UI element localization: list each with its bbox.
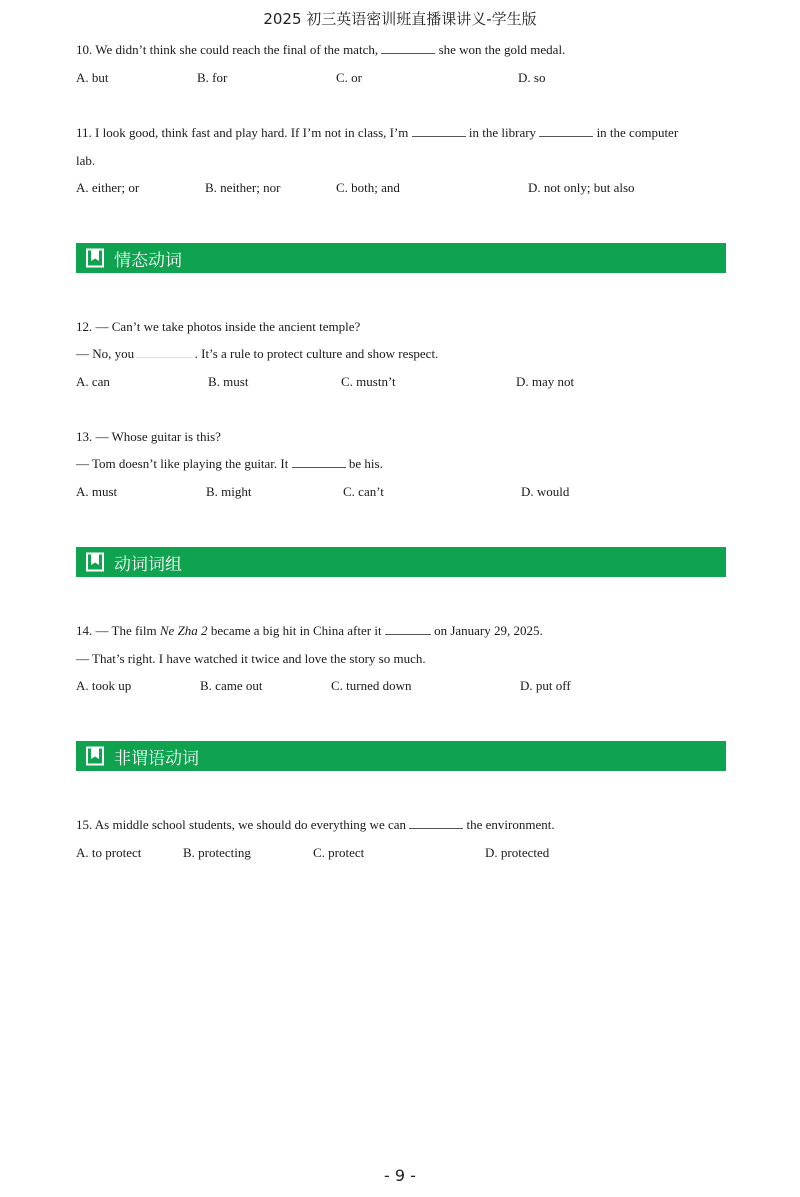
q10-text-b: she won the gold medal. <box>438 42 566 57</box>
answer-blank <box>412 125 466 137</box>
page-number: - 9 - <box>384 1166 416 1185</box>
q14-text-c: on January 29, 2025. <box>434 623 543 638</box>
section-header-verb-phrases <box>76 547 726 577</box>
q13-option-d: D. would <box>521 484 570 499</box>
q15-text-a: 15. As middle school students, we should do everything we can <box>76 817 407 832</box>
q13-option-b: B. might <box>206 484 252 499</box>
q12-option-c: C. mustn’t <box>341 374 396 389</box>
q15-option-b: B. protecting <box>183 845 251 860</box>
question-14-stem-line2: — That’s right. I have watched it twice and love the story so much. <box>76 651 426 666</box>
question-11-stem-line2: lab. <box>76 153 96 168</box>
section-title: 非谓语动词 <box>114 748 199 769</box>
answer-blank <box>385 623 431 635</box>
section-title: 动词词组 <box>114 554 182 575</box>
q10-option-a: A. but <box>76 70 109 85</box>
q12-text-b: . It’s a rule to protect culture and show respect. <box>194 346 439 361</box>
bookmark-star-icon <box>85 746 105 766</box>
section-title: 情态动词 <box>114 250 182 271</box>
q11-option-c: C. both; and <box>336 180 400 195</box>
q12-option-a: A. can <box>76 374 110 389</box>
section-header-non-finite-verbs <box>76 741 726 771</box>
bookmark-star-icon <box>85 552 105 572</box>
q11-text-b: in the library <box>468 125 537 140</box>
question-15-stem <box>76 817 555 833</box>
q11-text-c: in the computer <box>596 125 679 140</box>
q10-option-d: D. so <box>518 70 546 85</box>
question-10-stem <box>76 42 565 58</box>
question-11-stem <box>76 125 678 141</box>
q11-option-d: D. not only; but also <box>528 180 635 195</box>
question-14-stem <box>76 623 543 639</box>
q11-text-a: 11. I look good, think fast and play hard. If I’m not in class, I’m <box>76 125 409 140</box>
answer-blank <box>409 817 463 829</box>
question-13-stem-line2 <box>76 456 383 472</box>
answer-blank <box>539 125 593 137</box>
answer-blank <box>292 456 346 468</box>
answer-blank <box>381 42 435 54</box>
q12-option-d: D. may not <box>516 374 575 389</box>
q11-option-b: B. neither; nor <box>205 180 281 195</box>
q12-option-b: B. must <box>208 374 249 389</box>
question-12-stem-line2 <box>76 346 438 362</box>
q15-text-b: the environment. <box>466 817 555 832</box>
q14-option-a: A. took up <box>76 678 132 693</box>
q14-text-a: 14. — The film <box>76 623 157 638</box>
q14-text-b: became a big hit in China after it <box>210 623 382 638</box>
section-header-modal-verbs <box>76 243 726 273</box>
q13-option-a: A. must <box>76 484 118 499</box>
answer-blank <box>137 346 191 358</box>
page-header: 2025 初三英语密训班直播课讲义-学生版 <box>263 10 537 28</box>
q14-option-d: D. put off <box>520 678 571 693</box>
q12-text-a: — No, you <box>76 346 135 361</box>
q15-option-d: D. protected <box>485 845 550 860</box>
question-12-stem: 12. — Can’t we take photos inside the ancient temple? <box>76 319 361 334</box>
q11-option-a: A. either; or <box>76 180 140 195</box>
q15-option-c: C. protect <box>313 845 365 860</box>
question-13-stem: 13. — Whose guitar is this? <box>76 429 221 444</box>
q13-text-a: — Tom doesn’t like playing the guitar. It <box>76 456 289 471</box>
q10-option-b: B. for <box>197 70 228 85</box>
q10-text-a: 10. We didn’t think she could reach the final of the match, <box>76 42 379 57</box>
q13-option-c: C. can’t <box>343 484 384 499</box>
q13-text-b: be his. <box>348 456 383 471</box>
q15-option-a: A. to protect <box>76 845 142 860</box>
bookmark-star-icon <box>85 248 105 268</box>
film-title: Ne Zha 2 <box>159 623 208 638</box>
q14-option-b: B. came out <box>200 678 263 693</box>
q10-option-c: C. or <box>336 70 362 85</box>
q14-option-c: C. turned down <box>331 678 412 693</box>
